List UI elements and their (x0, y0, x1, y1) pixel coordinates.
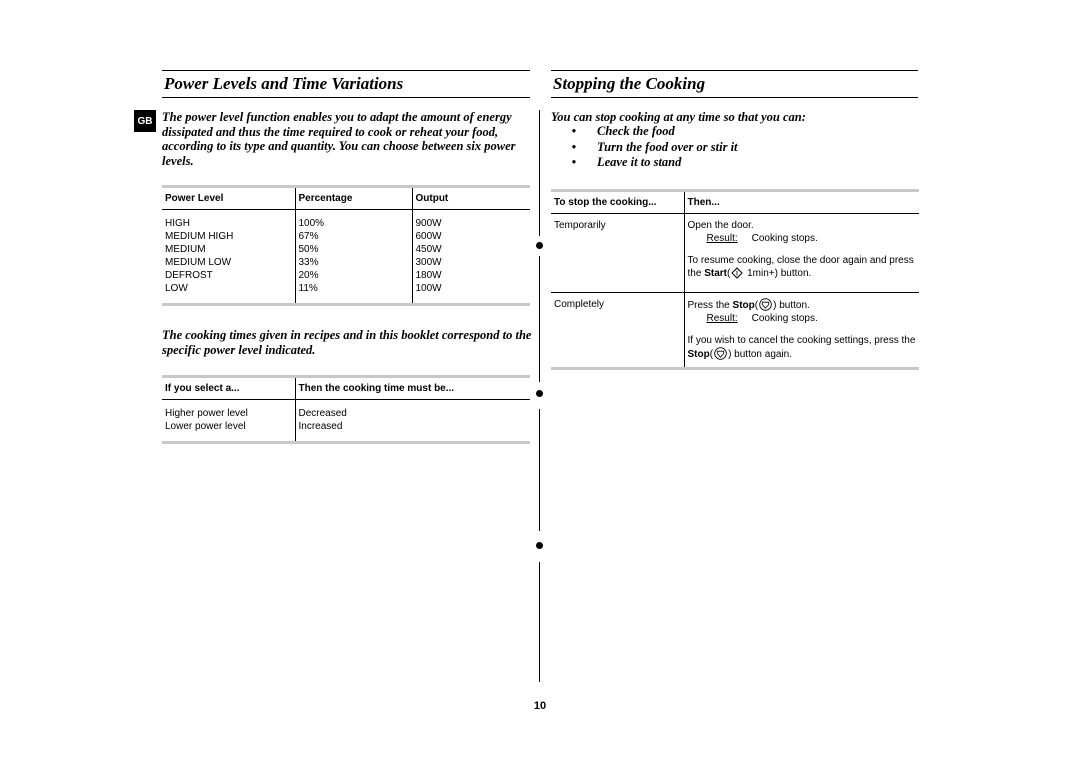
bullet-text: Check the food (597, 124, 675, 138)
cooking-times-note: The cooking times given in recipes and in this booklet correspond to the specific power level indicated. (162, 328, 532, 357)
percentage-cell: 50% (295, 243, 412, 256)
right-section-title: Stopping the Cooking (553, 74, 706, 93)
result-text: Cooking stops. (751, 233, 818, 244)
stop-shield-icon (714, 347, 727, 360)
power-level-cell: MEDIUM (165, 244, 206, 255)
cancel-text (688, 334, 917, 361)
stop-label: Stop (687, 349, 710, 360)
column-divider (539, 409, 540, 531)
header-to-stop: To stop the cooking... (551, 191, 684, 214)
stop-label: Stop (732, 300, 755, 311)
page-number: 10 (533, 700, 547, 712)
stop-cooking-intro: You can stop cooking at any time so that you can: (551, 110, 806, 124)
right-section-header (551, 70, 918, 98)
press-text: Press the (687, 300, 730, 311)
instruction-cell (684, 293, 919, 369)
power-level-cell: DEFROST (165, 270, 213, 281)
time-change-cell: Decreased (295, 400, 530, 421)
divider-dot (536, 242, 543, 249)
table-row (162, 400, 530, 421)
press-stop-text (688, 298, 917, 312)
output-cell: 450W (412, 243, 530, 256)
table-row (162, 282, 530, 305)
output-cell: 100W (412, 282, 530, 305)
column-divider (539, 562, 540, 682)
power-level-table (162, 185, 530, 306)
instruction-cell (684, 214, 919, 293)
list-item (551, 155, 918, 171)
table-row (162, 420, 530, 443)
bullet: • (571, 139, 577, 154)
list-item (551, 124, 918, 140)
method-cell: Temporarily (551, 214, 684, 293)
open-door-text: Open the door. (687, 220, 754, 231)
power-level-intro: The power level function enables you to adapt the amount of energy dissipated and thus the time required to cook or reheat your food, according to its type and quantity. You can choose between six power levels. (162, 110, 516, 168)
table-row (162, 243, 530, 256)
cancel-text-body: If you wish to cancel the cooking settings, press the (687, 335, 916, 346)
stop-after-text: ) button again. (728, 349, 792, 360)
output-cell: 600W (412, 230, 530, 243)
header-then: Then... (684, 191, 919, 214)
table-row (162, 269, 530, 282)
table-row (162, 256, 530, 269)
method-cell: Completely (554, 299, 605, 310)
time-table-header-row (162, 377, 530, 400)
selection-cell: Higher power level (165, 408, 248, 419)
table-row (162, 230, 530, 243)
percentage-cell: 33% (295, 256, 412, 269)
power-table-header-row (162, 187, 530, 210)
stop-table-header-row (551, 191, 919, 214)
result-label: Result: (706, 313, 738, 324)
power-level-cell: MEDIUM HIGH (165, 231, 234, 242)
start-diamond-icon (731, 267, 743, 279)
result-label: Result: (706, 233, 738, 244)
paren-open: ( (754, 300, 759, 311)
percentage-cell: 100% (295, 210, 412, 231)
percentage-cell: 20% (295, 269, 412, 282)
result-line (688, 232, 917, 245)
left-section-header (162, 70, 530, 98)
paren-open: ( (726, 268, 731, 279)
bullet: • (571, 124, 577, 138)
result-text: Cooking stops. (751, 313, 818, 324)
stop-reasons-list (551, 124, 918, 171)
stop-after-text: ) button. (773, 300, 810, 311)
output-cell: 300W (412, 256, 530, 269)
percentage-cell: 67% (295, 230, 412, 243)
cooking-time-table (162, 375, 530, 444)
list-item (551, 140, 918, 156)
header-output: Output (412, 187, 530, 210)
result-line (688, 312, 917, 325)
bullet-text: Leave it to stand (597, 155, 682, 169)
bullet: • (571, 155, 577, 169)
paren-open: ( (709, 349, 714, 360)
stop-shield-icon (759, 298, 772, 311)
power-level-cell: HIGH (165, 218, 190, 229)
divider-dot (536, 390, 543, 397)
header-power-level: Power Level (162, 187, 295, 210)
header-cooking-time: Then the cooking time must be... (295, 377, 530, 400)
stop-cooking-table (551, 189, 919, 370)
time-change-cell: Increased (295, 420, 530, 443)
left-section-title: Power Levels and Time Variations (164, 74, 404, 93)
column-divider (539, 256, 540, 382)
power-level-cell: MEDIUM LOW (165, 257, 232, 268)
percentage-cell: 11% (295, 282, 412, 305)
output-cell: 900W (412, 210, 530, 231)
start-label: Start (704, 268, 727, 279)
table-row (162, 210, 530, 231)
resume-text (688, 254, 917, 280)
table-row (551, 293, 919, 369)
column-divider (539, 110, 540, 236)
header-if-you-select: If you select a... (162, 377, 295, 400)
language-badge: GB (134, 110, 156, 132)
output-cell: 180W (412, 269, 530, 282)
divider-dot (536, 542, 543, 549)
resume-text-body: To resume cooking, close the door again and press the (687, 255, 914, 279)
start-after-text: 1min+) button. (747, 268, 812, 279)
header-percentage: Percentage (295, 187, 412, 210)
bullet-text: Turn the food over or stir it (597, 139, 738, 154)
power-level-cell: LOW (165, 283, 188, 294)
table-row (551, 214, 919, 293)
selection-cell: Lower power level (165, 421, 246, 432)
